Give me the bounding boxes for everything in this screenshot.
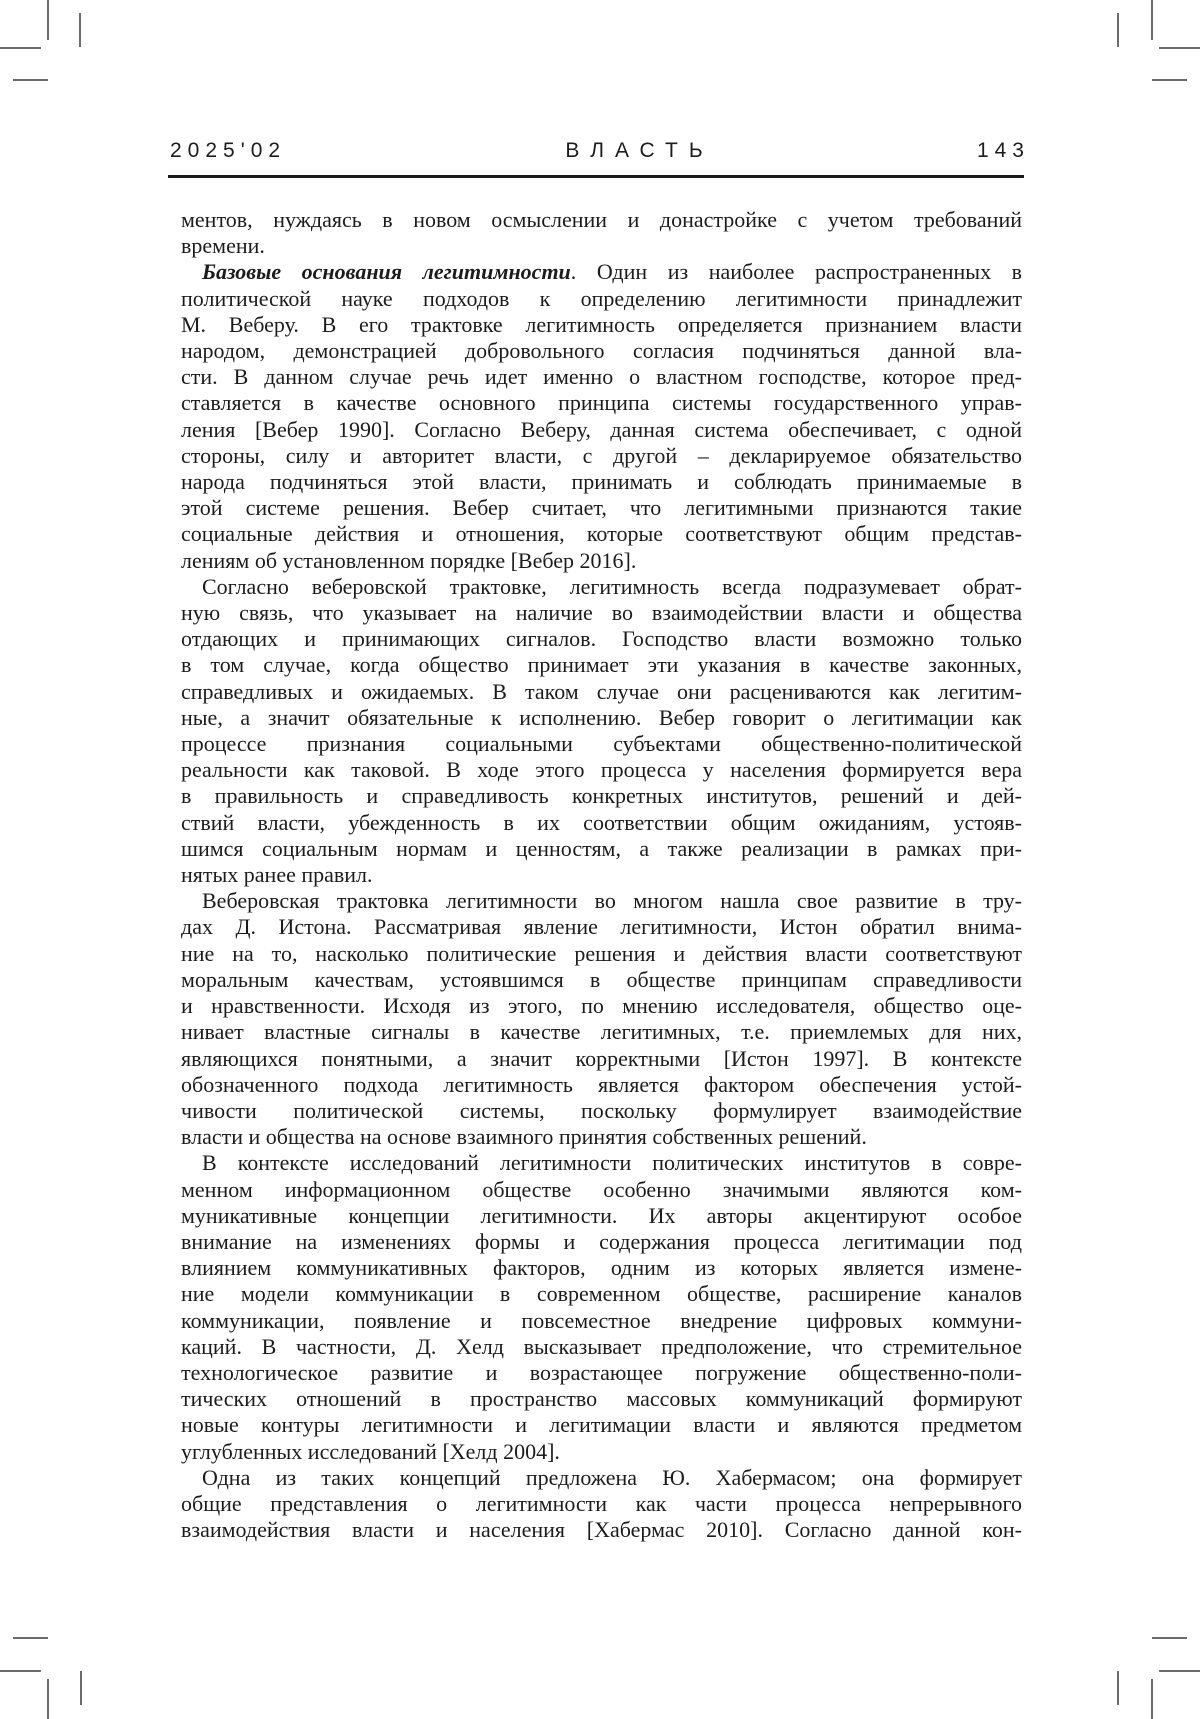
crop-mark [13,79,48,81]
text-column [181,207,1022,1543]
text-line: народа подчиняться этой власти, принимать и соблюдать принимаемые в [181,469,1022,495]
crop-mark [1151,0,1153,40]
text-line: ления [Вебер 1990]. Согласно Веберу, данная система обеспечивает, с одной [181,416,1022,442]
text-line: нятых ранее правил. [181,862,373,888]
text-line: муникативные концепции легитимности. Их авторы акцентируют особое [181,1202,1022,1228]
text-line: каций. В частности, Д. Хелд высказывает предположение, что стремительное [181,1333,1022,1359]
crop-mark [80,1671,82,1705]
crop-mark [1152,1637,1187,1639]
text-line: справедливых и ожидаемых. В таком случае они расцениваются как легитим- [181,678,1022,704]
text-line: социальные действия и отношения, которые соответствуют общим представ- [181,521,1022,547]
text-line: В контексте исследований легитимности политических институтов в совре- [202,1150,1022,1176]
text-line: моральным качествам, устоявшимся в обществе принципам справедливости [181,966,1022,992]
issue-number: 2025'02 [170,139,287,162]
text-line: коммуникации, появление и повсеместное внедрение цифровых коммуни- [181,1307,1022,1333]
header-rule [168,175,1024,178]
crop-mark [47,1679,49,1719]
crop-mark [1152,79,1187,81]
text-line: шимся социальным нормам и ценностям, а также реализации в рамках при- [181,835,1022,861]
text-line: отдающих и принимающих сигналов. Господство власти возможно только [181,626,1022,652]
text-line: в том случае, когда общество принимает эти указания в качестве законных, [181,652,1022,678]
crop-mark [13,1637,48,1639]
text-line: сти. В данном случае речь идет именно о властном господстве, которое пред- [181,364,1022,390]
text-line: нивает властные сигналы в качестве легитимных, т.е. приемлемых для них, [181,1019,1022,1045]
text-line: процессе признания социальными субъектами общественно-политической [181,731,1022,757]
text-line: народом, демонстрацией добровольного согласия подчиняться данной вла- [181,338,1022,364]
crop-mark [1159,1670,1200,1672]
text-line: взаимодействия власти и населения [Хабермас 2010]. Согласно данной кон- [181,1517,1022,1543]
text-line: и нравственности. Исходя из этого, по мнению исследователя, общество оце- [181,993,1022,1019]
crop-mark [1117,13,1119,47]
text-line: обозначенного подхода легитимность является фактором обеспечения устой- [181,1071,1022,1097]
text-line: власти и общества на основе взаимного принятия собственных решений. [181,1124,867,1150]
text-line: ставляется в качестве основного принципа системы государственного управ- [181,390,1022,416]
text-line: реальности как таковой. В ходе этого процесса у населения формируется вера [181,757,1022,783]
text-line: углубленных исследований [Хелд 2004]. [181,1438,560,1464]
paragraph-lead: Базовые основания легитимности [202,259,571,285]
text-line: ную связь, что указывает на наличие во взаимодействии власти и общества [181,600,1022,626]
journal-title: ВЛАСТЬ [565,139,714,162]
crop-mark [0,1670,41,1672]
text-line: общие представления о легитимности как части процесса непрерывного [181,1490,1022,1516]
crop-mark [1117,1671,1119,1705]
text-line: Базовые основания легитимности. Один из наиболее распространенных в [202,259,1022,285]
text-line: менном информационном обществе особенно значимыми являются ком- [181,1176,1022,1202]
text-line: ствий власти, убежденность в их соответствии общим ожиданиям, устояв- [181,809,1022,835]
text-line: Одна из таких концепций предложена Ю. Хабермасом; она формирует [202,1464,1022,1490]
text-line: ние модели коммуникации в современном обществе, расширение каналов [181,1281,1022,1307]
text-line: новые контуры легитимности и легитимации власти и являются предметом [181,1412,1022,1438]
text-line: этой системе решения. Вебер считает, что легитимными признаются такие [181,495,1022,521]
text-line: являющихся понятными, а значит корректными [Истон 1997]. В контексте [181,1045,1022,1071]
text-line: дах Д. Истона. Рассматривая явление легитимности, Истон обратил внима- [181,914,1022,940]
text-line: М. Веберу. В его трактовке легитимность определяется признанием власти [181,311,1022,337]
text-line: технологическое развитие и возрастающее погружение общественно-поли- [181,1359,1022,1385]
crop-mark [0,47,41,49]
text-line: лениям об установленном порядке [Вебер 2016]. [181,547,637,573]
crop-mark [1151,1679,1153,1719]
text-line: в правильность и справедливость конкретных институтов, решений и дей- [181,783,1022,809]
text-line: стороны, силу и авторитет власти, с другой – декларируемое обязательство [181,442,1022,468]
text-line: ние на то, насколько политические решения и действия власти соответствуют [181,940,1022,966]
text-line: Согласно веберовской трактовке, легитимность всегда подразумевает обрат- [202,573,1022,599]
text-line: политической науке подходов к определению легитимности принадлежит [181,285,1022,311]
crop-mark [79,13,81,47]
text-line: времени. [181,233,265,259]
text-line: Веберовская трактовка легитимности во многом нашла свое развитие в тру- [202,888,1022,914]
text-line: внимание на изменениях формы и содержания процесса легитимации под [181,1228,1022,1254]
page-number: 143 [976,139,1030,162]
crop-mark [1159,47,1200,49]
text-line: влиянием коммуникативных факторов, одним из которых является измене- [181,1255,1022,1281]
text-line: ные, а значит обязательные к исполнению. Вебер говорит о легитимации как [181,704,1022,730]
running-head [170,139,1030,163]
crop-mark [47,0,49,40]
text-line: тических отношений в пространство массовых коммуникаций формируют [181,1386,1022,1412]
text-line: чивости политической системы, поскольку формулирует взаимодействие [181,1097,1022,1123]
text-line: ментов, нуждаясь в новом осмыслении и донастройке с учетом требований [181,207,1022,232]
